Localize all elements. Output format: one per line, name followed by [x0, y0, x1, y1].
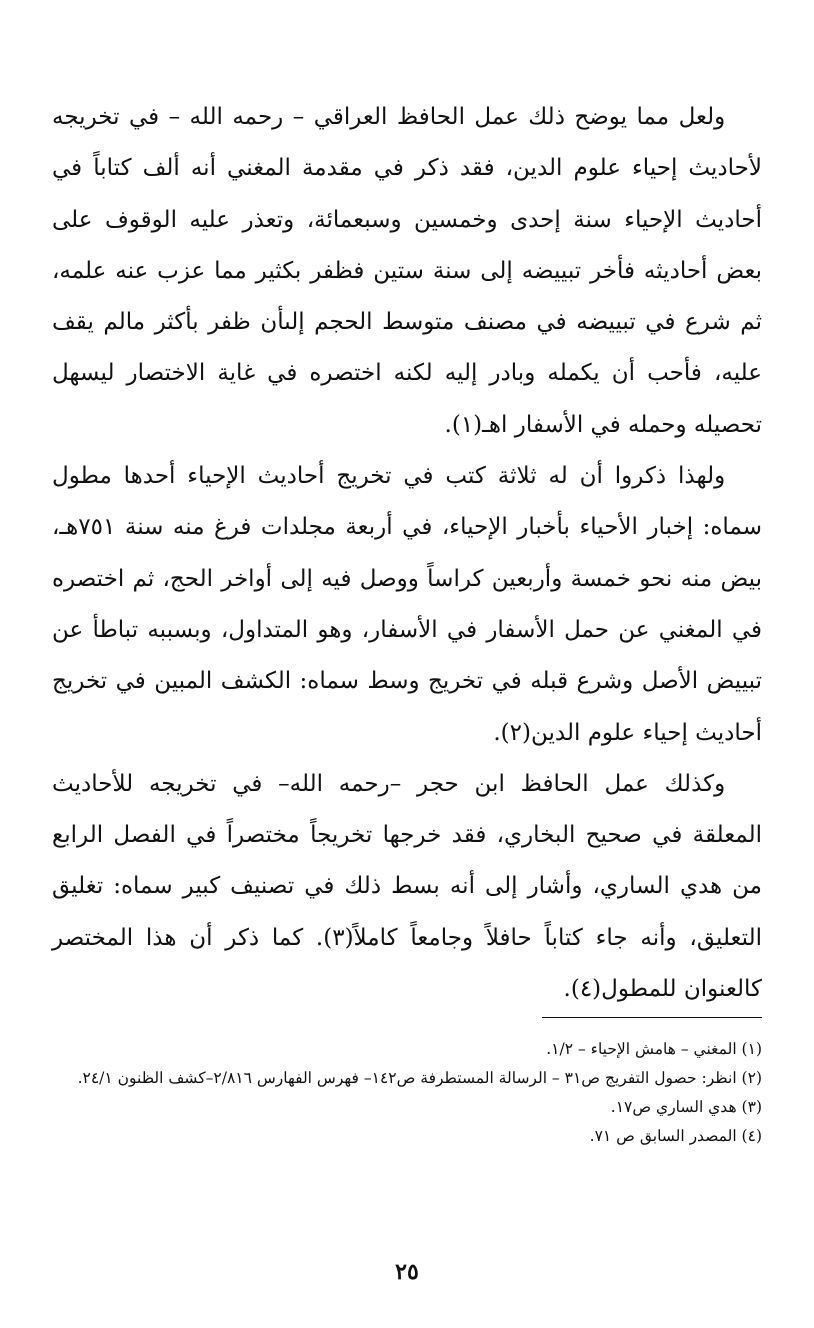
footnote-separator — [542, 1017, 762, 1018]
paragraph-1: ولعل مما يوضح ذلك عمل الحافظ العراقي – رحمه الله – في تخريجه لأحاديث إحياء علوم الدين، فقد ذكر في مقدمة المغني أنه ألف كتاباً في أحاديث الإحياء سنة إحدى وخمسين وسبعمائة، وتعذر عليه الوقوف على بعض أحاديثه فأخر تبييضه إلى سنة ستين فظفر بكثير مما عزب عنه علمه، ثم شرع في تبييضه في مصنف متوسط الحجم إلىأن ظفر بأكثر مالم يقف عليه، فأحب أن يكمله وبادر إليه لكنه اختصره في غاية الاختصار ليسهل تحصيله وحمله في الأسفار اهـ(١). — [52, 104, 762, 438]
footnotes — [52, 1035, 762, 1151]
footnote-1: (١) المغني – هامش الإحياء – ١/٢. — [546, 1040, 762, 1058]
paragraph-2: ولهذا ذكروا أن له ثلاثة كتب في تخريج أحاديث الإحياء أحدها مطول سماه: إخبار الأحياء بأخبار الإحياء، في أربعة مجلدات فرغ منه سنة ٧٥١هـ، بيض منه نحو خمسة وأربعين كراساً ووصل فيه إلى أواخر الحج، ثم اختصره في المغني عن حمل الأسفار في الأسفار، وهو المتداول، وبسببه تباطأ عن تبييض الأصل وشرع قبله في تخريج وسط سماه: الكشف المبين في تخريج أحاديث إحياء علوم الدين(٢). — [52, 463, 762, 746]
footnote-3: (٣) هدي الساري ص١٧. — [610, 1098, 762, 1116]
paragraph-3: وكذلك عمل الحافظ ابن حجر –رحمه الله– في تخريجه للأحاديث المعلقة في صحيح البخاري، فقد خرجها تخريجاً مختصراً في الفصل الرابع من هدي الساري، وأشار إلى أنه بسط ذلك في تصنيف كبير سماه: تغليق التعليق، وأنه جاء كتاباً حافلاً وجامعاً كاملاً(٣). كما ذكر أن هذا المختصر كالعنوان للمطول(٤). — [52, 770, 762, 1003]
footnote-4: (٤) المصدر السابق ص ٧١. — [589, 1127, 762, 1145]
body-text — [52, 92, 762, 1015]
page-number: ٢٥ — [395, 1259, 419, 1285]
footnote-2: (٢) انظر: حصول التفريج ص٣١ – الرسالة المستطرفة ص١٤٢– فهرس الفهارس ٢/٨١٦–كشف الظنون ٢٤/١. — [77, 1069, 762, 1087]
